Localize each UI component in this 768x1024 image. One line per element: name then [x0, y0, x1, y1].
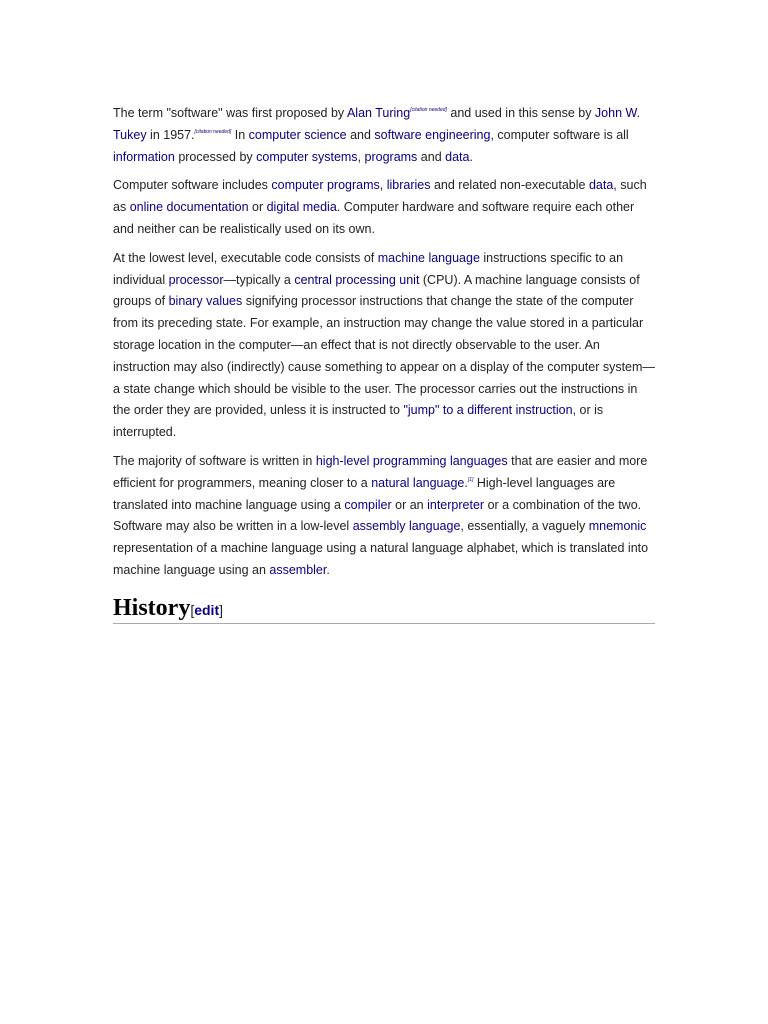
link-data[interactable]: data: [588, 178, 614, 193]
link-computer-programs[interactable]: computer programs: [271, 178, 380, 193]
text-run: or: [248, 200, 267, 215]
citation-superscript[interactable]: [citation needed]: [410, 107, 447, 113]
link-mnemonic[interactable]: mnemonic: [588, 519, 647, 534]
link-machine-language[interactable]: machine language: [377, 250, 480, 265]
citation-superscript[interactable]: [citation needed]: [194, 128, 232, 135]
text-run: in 1957.: [146, 127, 195, 142]
text-run: . Computer hardware and software require each other and neither can be realistically used on its own.: [113, 200, 635, 236]
link-digital-media[interactable]: digital media: [266, 200, 337, 215]
link-natural-language[interactable]: natural language: [371, 475, 465, 490]
section-title: History: [113, 595, 191, 621]
text-run: and: [417, 149, 446, 164]
text-run: , computer software is all: [490, 127, 629, 142]
link-computer-science[interactable]: computer science: [248, 127, 347, 142]
link-software-engineering[interactable]: software engineering: [374, 127, 491, 142]
section-heading-history: [113, 593, 655, 624]
text-run: that are easier and more efficient for programmers, meaning closer to a: [113, 453, 648, 490]
paragraph-machine-code: [113, 248, 658, 444]
link-assembly-language[interactable]: assembly language: [352, 519, 461, 534]
edit-section: [190, 602, 223, 618]
link-computer-systems[interactable]: computer systems: [256, 149, 358, 164]
paragraph-languages: [113, 451, 658, 582]
link-assembler[interactable]: assembler: [269, 562, 327, 577]
text-run: Computer software includes: [113, 178, 272, 193]
text-run: or a combination of the two. Software may also be written in a low-level: [113, 497, 642, 534]
text-run: ,: [379, 178, 387, 193]
text-run: and: [346, 127, 375, 142]
text-run: ,: [357, 149, 365, 164]
link-high-level-programming-languages[interactable]: high-level programming languages: [315, 453, 508, 468]
text-run: representation of a machine language using a natural language alphabet, which is translated into machine language using an: [113, 541, 649, 577]
text-run: (CPU). A machine language consists of groups of: [113, 272, 640, 309]
text-run: , such as: [113, 178, 647, 215]
text-run: .: [326, 562, 330, 577]
text-run: .: [464, 475, 468, 490]
edit-link[interactable]: edit: [194, 602, 220, 618]
text-run: .: [469, 149, 473, 164]
edit-bracket-open: [: [190, 602, 195, 618]
text-run: —typically a: [223, 272, 295, 287]
text-run: and used in this sense by: [446, 106, 595, 120]
text-run: The term "software" was first proposed by: [113, 106, 347, 120]
text-run: High-level languages are translated into machine language using a: [113, 475, 616, 512]
text-run: In: [231, 127, 249, 142]
paragraph-components: [113, 175, 658, 240]
link-binary-values[interactable]: binary values: [168, 294, 243, 309]
link-data[interactable]: data: [445, 149, 470, 164]
link-alan-turing[interactable]: Alan Turing: [346, 106, 411, 120]
link-john-w-tukey[interactable]: John W. Tukey: [113, 106, 641, 142]
edit-bracket-close: ]: [219, 602, 223, 618]
article-body: [113, 103, 658, 589]
text-run: , or is interrupted.: [113, 403, 604, 440]
paragraph-intro: [113, 103, 658, 168]
link-interpreter[interactable]: interpreter: [427, 497, 485, 512]
citation-superscript[interactable]: [1]: [467, 476, 474, 483]
text-run: The majority of software is written in: [113, 453, 316, 468]
link-jump-to-a-different-instruction[interactable]: "jump" to a different instruction: [403, 403, 573, 418]
link-programs[interactable]: programs: [364, 149, 418, 164]
text-run: signifying processor instructions that change the state of the computer from its preceding state. For example, an instruction may change the value stored in a particular storage location in the computer—an effect that is not directly observable to the user. An instruction may also (indirectly) cause something to appear on a display of the computer system—a state change which should be visible to the user. The processor carries out the instructions in the order they are provided, unless it is instructed to: [113, 294, 655, 418]
text-run: instructions specific to an individual: [113, 250, 624, 287]
text-run: At the lowest level, executable code consists of: [113, 250, 378, 265]
link-online-documentation[interactable]: online documentation: [129, 200, 249, 215]
text-run: and related non-executable: [430, 178, 589, 193]
text-run: processed by: [174, 149, 257, 164]
link-compiler[interactable]: compiler: [344, 497, 392, 512]
text-run: , essentially, a vaguely: [460, 519, 589, 534]
text-run: or an: [391, 497, 428, 512]
link-information[interactable]: information: [113, 149, 175, 164]
link-central-processing-unit[interactable]: central processing unit: [294, 272, 420, 287]
link-processor[interactable]: processor: [168, 272, 224, 287]
link-libraries[interactable]: libraries: [386, 178, 431, 193]
